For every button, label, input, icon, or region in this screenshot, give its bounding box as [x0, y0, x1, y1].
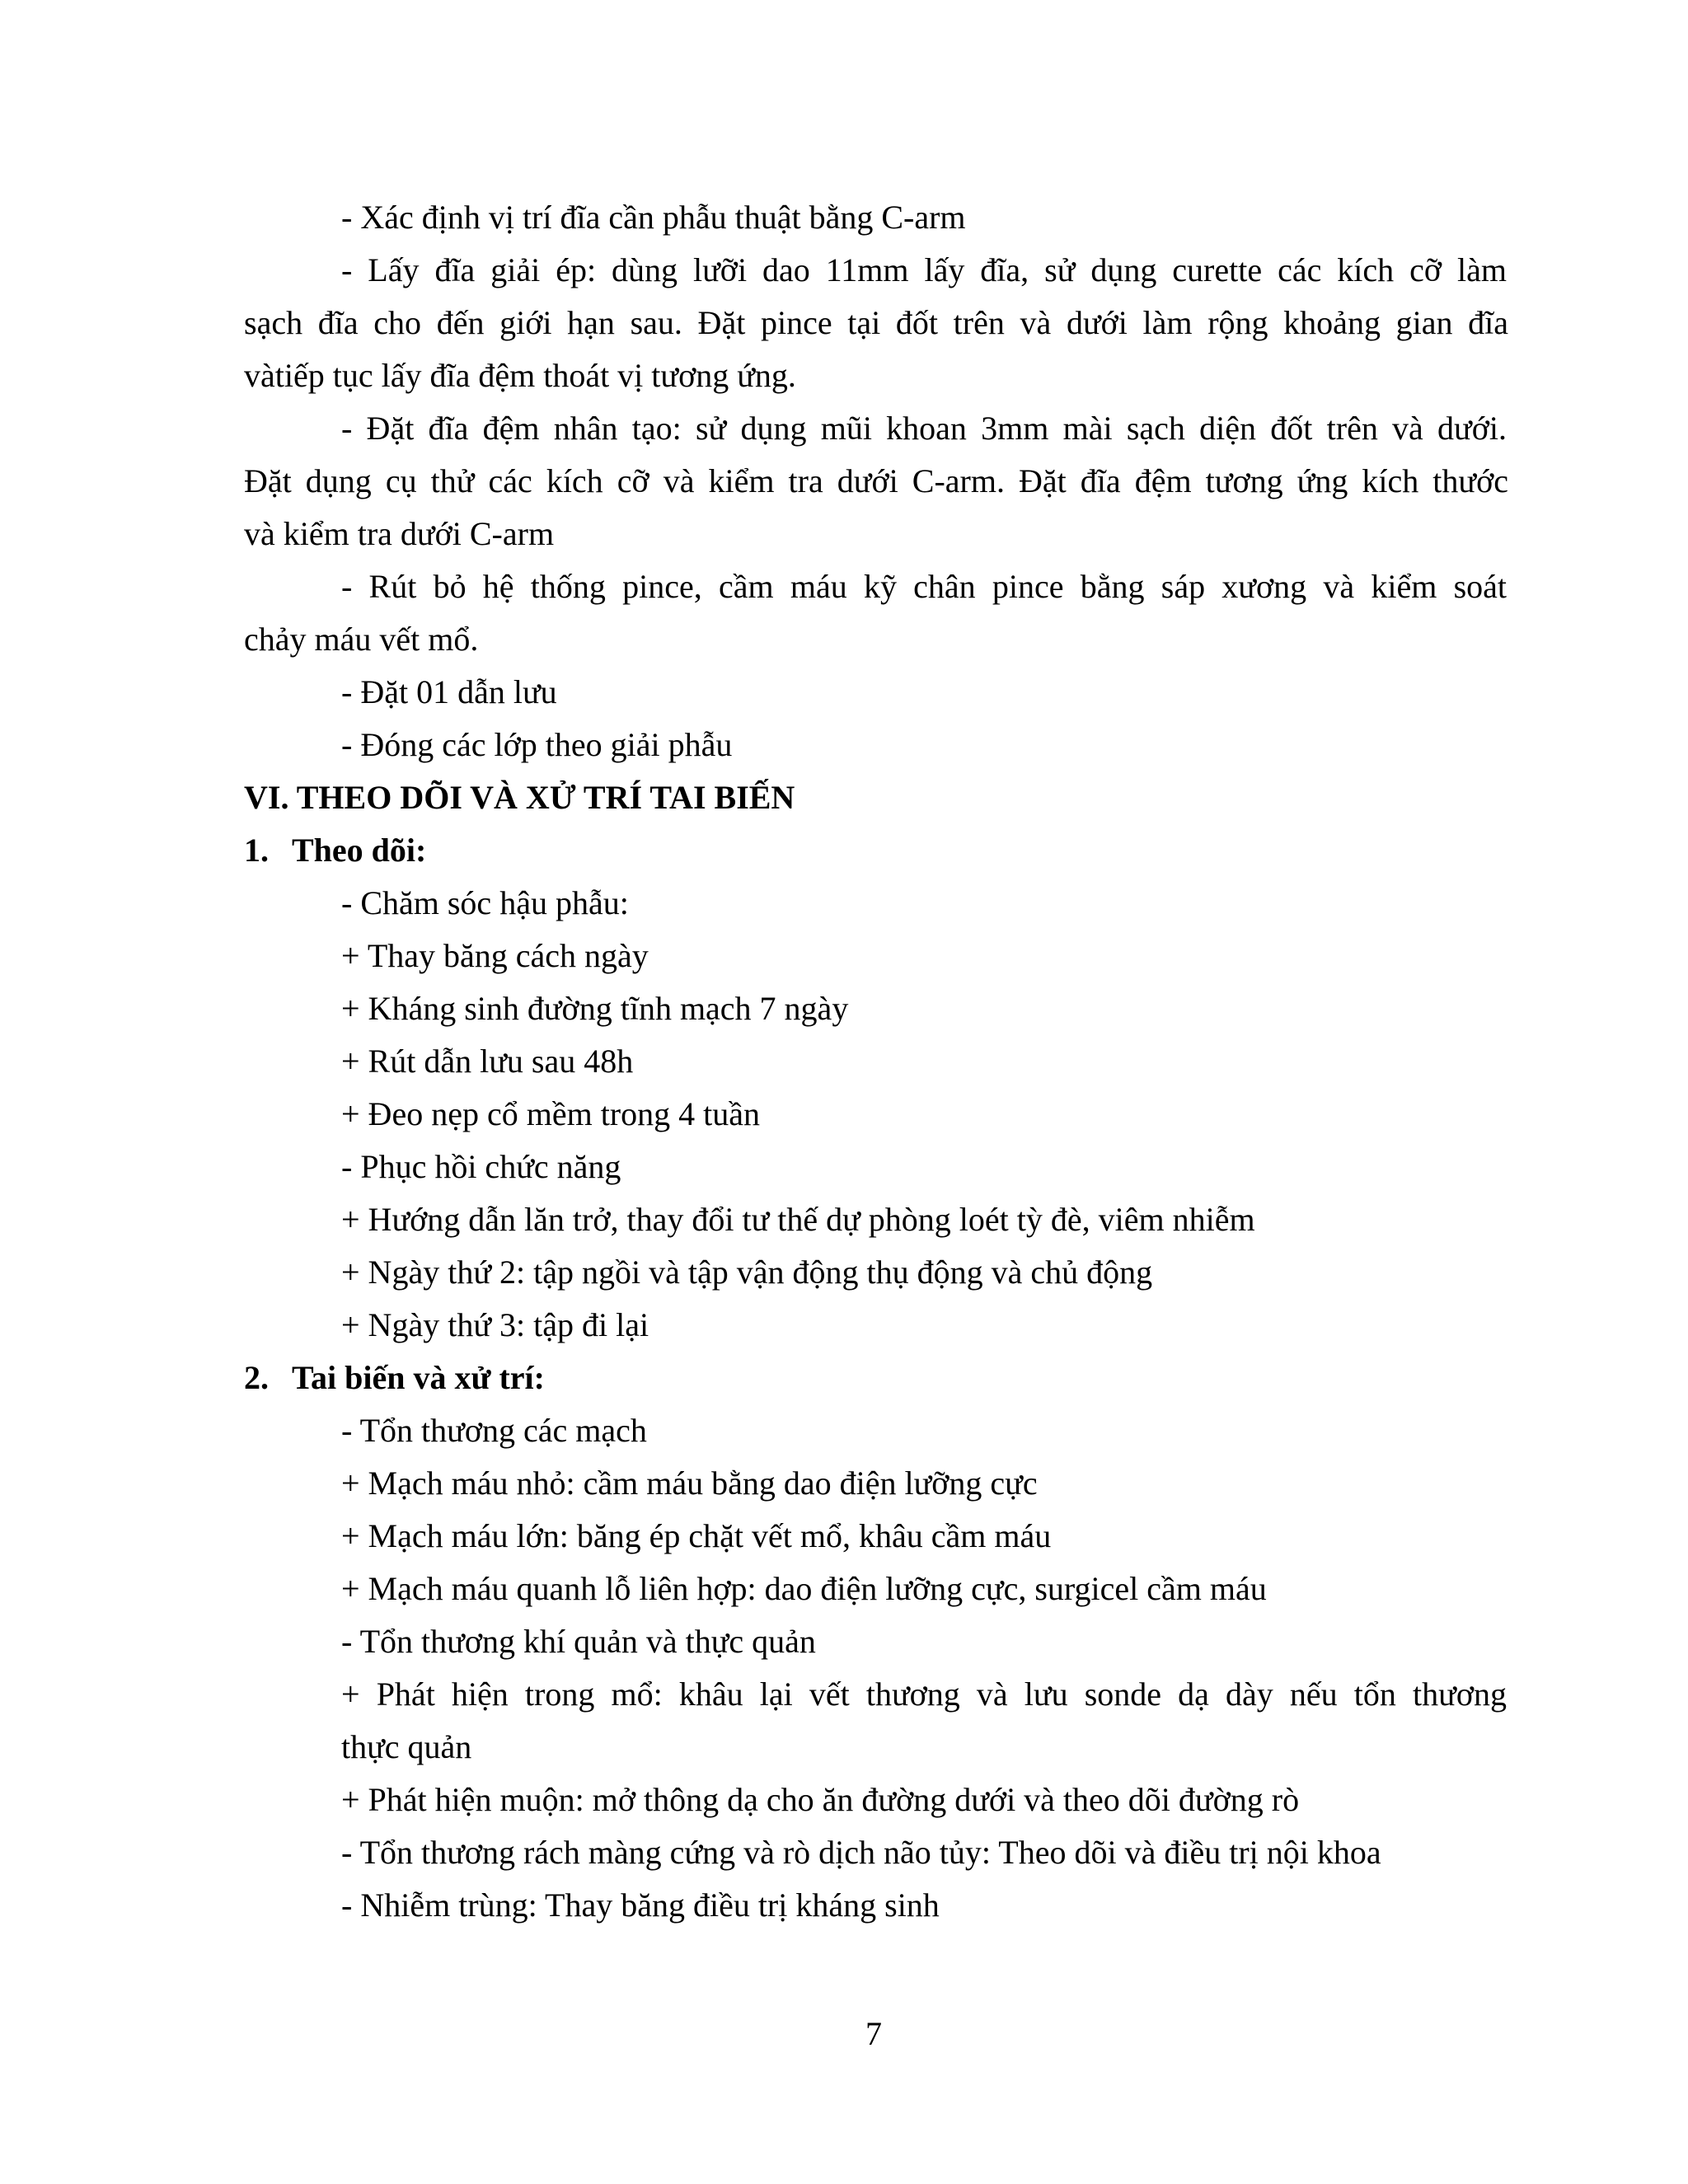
step-artificial-disc: - Đặt đĩa đệm nhân tạo: sử dụng mũi khoan 3mm mài sạch diện đốt trên và dưới.	[341, 410, 1507, 447]
complication-line: - Tổn thương rách màng cứng và rò dịch não tủy: Theo dõi và điều trị nội khoa	[341, 1834, 1381, 1871]
followup-line: + Rút dẫn lưu sau 48h	[341, 1043, 634, 1080]
subsection-1-heading	[244, 831, 426, 870]
complication-line: - Tổn thương khí quản và thực quản	[341, 1623, 816, 1660]
complication-line: - Nhiễm trùng: Thay băng điều trị kháng sinh	[341, 1886, 940, 1924]
complication-line: thực quản	[341, 1728, 472, 1765]
step-artificial-disc-cont: Đặt dụng cụ thử các kích cỡ và kiểm tra dưới C-arm. Đặt đĩa đệm tương ứng kích thước	[244, 462, 1508, 499]
step-remove-pince-end: chảy máu vết mổ.	[244, 621, 479, 658]
followup-line: + Hướng dẫn lăn trở, thay đổi tư thế dự phòng loét tỳ đè, viêm nhiễm	[341, 1201, 1255, 1238]
step-remove-pince: - Rút bỏ hệ thống pince, cầm máu kỹ chân pince bằng sáp xương và kiểm soát	[341, 568, 1507, 605]
step-drain: - Đặt 01 dẫn lưu	[341, 673, 557, 710]
complication-line: + Phát hiện trong mổ: khâu lại vết thương và lưu sonde dạ dày nếu tổn thương	[341, 1675, 1507, 1713]
section-heading: VI. THEO DÕI VÀ XỬ TRÍ TAI BIẾN	[244, 779, 795, 816]
subsection-1-title: Theo dõi:	[292, 832, 427, 869]
complication-line: + Mạch máu quanh lỗ liên hợp: dao điện lưỡng cực, surgicel cầm máu	[341, 1570, 1267, 1607]
complication-line: + Phát hiện muộn: mở thông dạ cho ăn đường dưới và theo dõi đường rò	[341, 1781, 1300, 1818]
step-artificial-disc-end: và kiểm tra dưới C-arm	[244, 515, 555, 552]
subsection-2-number: 2.	[244, 1359, 269, 1396]
step-remove-disc-cont: sạch đĩa cho đến giới hạn sau. Đặt pince tại đốt trên và dưới làm rộng khoảng gian đĩa	[244, 304, 1508, 341]
step-remove-disc-end: vàtiếp tục lấy đĩa đệm thoát vị tương ứng.	[244, 357, 796, 394]
step-locate-disc: - Xác định vị trí đĩa cần phẫu thuật bằng C-arm	[341, 199, 966, 236]
step-remove-disc: - Lấy đĩa giải ép: dùng lưỡi dao 11mm lấy đĩa, sử dụng curette các kích cỡ làm	[341, 251, 1507, 288]
followup-line: + Ngày thứ 2: tập ngồi và tập vận động thụ động và chủ động	[341, 1254, 1153, 1291]
subsection-2-heading	[244, 1358, 545, 1398]
complication-line: - Tổn thương các mạch	[341, 1412, 647, 1449]
followup-line: + Ngày thứ 3: tập đi lại	[341, 1306, 649, 1343]
followup-line: - Chăm sóc hậu phẫu:	[341, 884, 629, 921]
complication-line: + Mạch máu nhỏ: cầm máu bằng dao điện lưỡng cực	[341, 1465, 1038, 1502]
subsection-2-title: Tai biến và xử trí:	[292, 1359, 545, 1396]
subsection-1-number: 1.	[244, 832, 269, 869]
step-close-layers: - Đóng các lớp theo giải phẫu	[341, 726, 733, 763]
complication-line: + Mạch máu lớn: băng ép chặt vết mổ, khâu cầm máu	[341, 1517, 1052, 1554]
page-number: 7	[865, 2015, 882, 2052]
followup-line: + Thay băng cách ngày	[341, 937, 649, 974]
followup-line: + Đeo nẹp cổ mềm trong 4 tuần	[341, 1095, 760, 1132]
followup-line: - Phục hồi chức năng	[341, 1148, 621, 1185]
followup-line: + Kháng sinh đường tĩnh mạch 7 ngày	[341, 990, 849, 1027]
